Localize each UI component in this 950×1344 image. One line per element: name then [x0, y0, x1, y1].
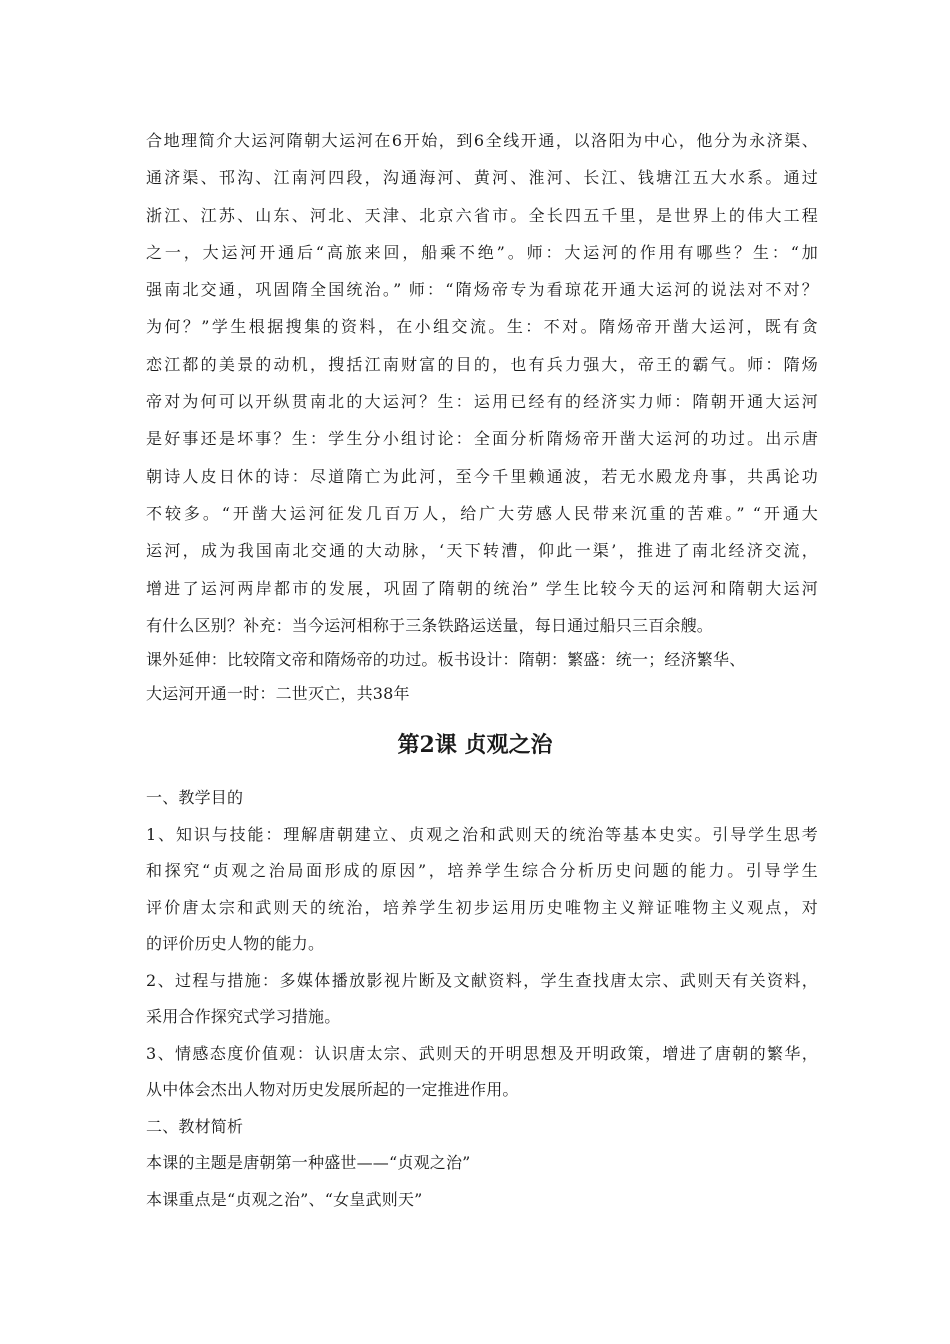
- text-line: 从中体会杰出人物对历史发展所起的一定推进作用。: [146, 1080, 519, 1099]
- text-line: 之一，大运河开通后“高旅来回，船乘不绝”。师：大运河的作用有哪些？生：“加: [146, 242, 818, 262]
- text-line: 2、过程与措施：多媒体播放影视片断及文献资料，学生查找唐太宗、武则天有关资料，: [146, 970, 818, 990]
- lesson2-section: [146, 780, 818, 1218]
- text-line: 通济渠、邗沟、江南河四段，沟通海河、黄河、淮河、长江、钱塘江五大水系。通过: [146, 168, 818, 188]
- text-line: 有什么区别？补充：当今运河相称于三条铁路运送量，每日通过船只三百余艘。: [146, 615, 714, 635]
- text-line: 合地理简介大运河隋朝大运河在6开始，到6全线开通，以洛阳为中心，他分为永济渠、: [146, 131, 818, 150]
- text-line: 为何？”学生根据搜集的资料，在小组交流。生：不对。隋炀帝开凿大运河，既有贪: [146, 317, 818, 337]
- text-line: 不较多。“开凿大运河征发几百万人，给广大劳感人民带来沉重的苦难。” “开通大: [146, 503, 818, 523]
- text-line: 帝对为何可以开纵贯南北的大运河？生：运用已经有的经济实力师：隋朝开通大运河: [146, 392, 818, 412]
- text-line: 1、知识与技能：理解唐朝建立、贞观之治和武则天的统治等基本史实。引导学生思考: [146, 824, 818, 844]
- text-line: 大运河开通一时：二世灭亡，共38年: [146, 684, 410, 703]
- text-line: 评价唐太宗和武则天的统治，培养学生初步运用历史唯物主义辩证唯物主义观点，对: [146, 897, 818, 917]
- text-line: 的评价历史人物的能力。: [146, 934, 325, 953]
- extension-paragraph: [146, 643, 818, 711]
- text-line: 恋江都的美景的动机，搜括江南财富的目的，也有兵力强大，帝王的霸气。师：隋炀: [146, 354, 818, 374]
- text-line: 采用合作探究式学习措施。: [146, 1007, 341, 1026]
- text-line: 增进了运河两岸都市的发展，巩固了隋朝的统治” 学生比较今天的运河和隋朝大运河: [146, 578, 818, 598]
- text-line: 和探究“贞观之治局面形成的原因”，培养学生综合分析历史问题的能力。引导学生: [146, 861, 818, 880]
- text-line: 运河，成为我国南北交通的大动脉，‘天下转漕，仰此一渠’，推进了南北经济交流，: [146, 541, 818, 561]
- text-line: 本课的主题是唐朝第一种盛世——“贞观之治”: [146, 1153, 471, 1172]
- text-line: 朝诗人皮日休的诗：尽道隋亡为此河，至今千里赖通波，若无水殿龙舟事，共禹论功: [146, 466, 818, 486]
- lesson1-paragraph: [146, 122, 818, 644]
- lesson-title: 第2课 贞观之治: [397, 732, 553, 758]
- section-heading: 二、教材简析: [146, 1116, 244, 1136]
- text-line: 是好事还是坏事？生：学生分小组讨论：全面分析隋炀帝开凿大运河的功过。出示唐: [146, 429, 818, 449]
- section-heading: 一、教学目的: [146, 788, 244, 807]
- text-line: 课外延伸：比较隋文帝和隋炀帝的功过。板书设计：隋朝：繁盛：统一；经济繁华、: [146, 650, 746, 669]
- text-line: 强南北交通，巩固隋全国统治。” 师：“隋炀帝专为看琼花开通大运河的说法对不对？: [146, 280, 818, 300]
- text-line: 3、情感态度价值观：认识唐太宗、武则天的开明思想及开明政策，增进了唐朝的繁华，: [146, 1043, 818, 1063]
- text-line: 浙江、江苏、山东、河北、天津、北京六省市。全长四五千里，是世界上的伟大工程: [146, 205, 818, 225]
- text-line: 本课重点是“贞观之治”、“女皇武则天”: [146, 1189, 423, 1209]
